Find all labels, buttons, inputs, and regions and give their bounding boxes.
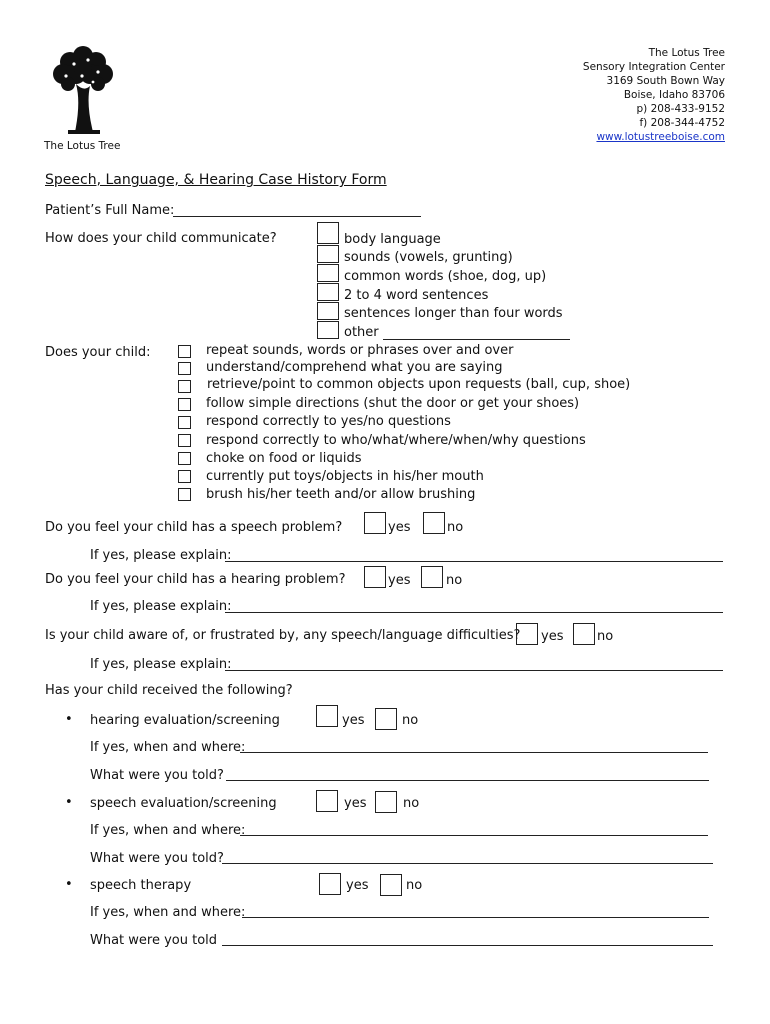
communicate-question: How does your child communicate? — [45, 231, 277, 246]
speech-yes-checkbox[interactable] — [364, 512, 386, 534]
hearing-explain-label: If yes, please explain: — [90, 599, 232, 614]
speech-no-checkbox[interactable] — [423, 512, 445, 534]
hearing-eval-yes-checkbox[interactable] — [316, 705, 338, 727]
patient-name-label: Patient’s Full Name: — [45, 203, 175, 218]
aware-no-label: no — [597, 629, 614, 644]
communicate-checkbox-2[interactable] — [317, 245, 339, 263]
speech-eval-when-field[interactable] — [240, 835, 708, 836]
does-option-5: respond correctly to yes/no questions — [206, 414, 451, 429]
communicate-checkbox-3[interactable] — [317, 264, 339, 282]
center-name: Sensory Integration Center — [582, 61, 725, 73]
communicate-option-1: body language — [344, 232, 441, 247]
hearing-eval-yes-label: yes — [342, 713, 365, 728]
does-option-2: understand/comprehend what you are saying — [206, 360, 503, 375]
does-checkbox-4[interactable] — [178, 398, 191, 411]
aware-no-checkbox[interactable] — [573, 623, 595, 645]
lotus-tree-logo-icon — [48, 42, 118, 137]
does-checkbox-1[interactable] — [178, 345, 191, 358]
aware-explain-label: If yes, please explain: — [90, 657, 232, 672]
city: Boise, Idaho 83706 — [623, 89, 725, 101]
hearing-eval-told-label: What were you told? — [90, 768, 224, 783]
received-item-3-label: speech therapy — [90, 878, 192, 893]
does-checkbox-6[interactable] — [178, 434, 191, 447]
speech-eval-yes-label: yes — [344, 796, 367, 811]
speech-eval-told-field[interactable] — [222, 863, 713, 864]
hearing-yes-label: yes — [388, 573, 411, 588]
received-item-2-label: speech evaluation/screening — [90, 796, 277, 811]
does-option-9: brush his/her teeth and/or allow brushing — [206, 487, 476, 502]
bullet-3: • — [65, 877, 73, 892]
speech-problem-question: Do you feel your child has a speech problem? — [45, 520, 343, 535]
communicate-other-field[interactable] — [383, 339, 570, 340]
therapy-yes-checkbox[interactable] — [319, 873, 341, 895]
fax: f) 208-344-4752 — [639, 117, 725, 129]
hearing-yes-checkbox[interactable] — [364, 566, 386, 588]
communicate-checkbox-5[interactable] — [317, 302, 339, 320]
aware-explain-field[interactable] — [225, 670, 723, 671]
logo — [42, 42, 122, 154]
does-option-7: choke on food or liquids — [206, 451, 362, 466]
speech-eval-no-label: no — [403, 796, 420, 811]
does-option-1: repeat sounds, words or phrases over and over — [206, 343, 514, 358]
bullet-2: • — [65, 795, 73, 810]
bullet-1: • — [65, 712, 73, 727]
does-checkbox-5[interactable] — [178, 416, 191, 429]
street: 3169 South Bown Way — [606, 75, 725, 87]
aware-question: Is your child aware of, or frustrated by, any speech/language difficulties? — [45, 628, 521, 643]
does-checkbox-7[interactable] — [178, 452, 191, 465]
received-question: Has your child received the following? — [45, 683, 293, 698]
speech-eval-told-label: What were you told? — [90, 851, 224, 866]
address-block — [583, 46, 725, 144]
hearing-eval-no-checkbox[interactable] — [375, 708, 397, 730]
form-title: Speech, Language, & Hearing Case History Form — [45, 172, 387, 188]
communicate-option-4: 2 to 4 word sentences — [344, 288, 489, 303]
does-checkbox-9[interactable] — [178, 488, 191, 501]
received-item-1-label: hearing evaluation/screening — [90, 713, 280, 728]
hearing-eval-when-label: If yes, when and where: — [90, 740, 246, 755]
therapy-told-field[interactable] — [222, 945, 713, 946]
does-checkbox-2[interactable] — [178, 362, 191, 375]
hearing-no-label: no — [446, 573, 463, 588]
speech-explain-label: If yes, please explain: — [90, 548, 232, 563]
therapy-when-field[interactable] — [242, 917, 709, 918]
does-checkbox-3[interactable] — [178, 380, 191, 393]
does-child-label: Does your child: — [45, 345, 151, 360]
logo-name: The Lotus Tree — [44, 140, 121, 152]
does-option-4: follow simple directions (shut the door or get your shoes) — [206, 396, 580, 411]
speech-eval-yes-checkbox[interactable] — [316, 790, 338, 812]
speech-yes-label: yes — [388, 520, 411, 535]
does-option-8: currently put toys/objects in his/her mouth — [206, 469, 484, 484]
communicate-option-2: sounds (vowels, grunting) — [344, 250, 513, 265]
speech-explain-field[interactable] — [225, 561, 723, 562]
communicate-checkbox-6[interactable] — [317, 321, 339, 339]
therapy-when-label: If yes, when and where: — [90, 905, 246, 920]
hearing-eval-no-label: no — [402, 713, 419, 728]
communicate-checkbox-4[interactable] — [317, 283, 339, 301]
aware-yes-checkbox[interactable] — [516, 623, 538, 645]
hearing-explain-field[interactable] — [225, 612, 723, 613]
hearing-eval-when-field[interactable] — [240, 752, 708, 753]
speech-eval-no-checkbox[interactable] — [375, 791, 397, 813]
hearing-problem-question: Do you feel your child has a hearing problem? — [45, 572, 346, 587]
hearing-eval-told-field[interactable] — [226, 780, 709, 781]
speech-no-label: no — [447, 520, 464, 535]
communicate-option-6: other — [344, 325, 379, 340]
phone: p) 208-433-9152 — [636, 103, 725, 115]
therapy-told-label: What were you told — [90, 933, 218, 948]
website-link[interactable]: www.lotustreeboise.com — [596, 131, 725, 143]
hearing-no-checkbox[interactable] — [421, 566, 443, 588]
does-option-3: retrieve/point to common objects upon requests (ball, cup, shoe) — [207, 377, 631, 392]
aware-yes-label: yes — [541, 629, 564, 644]
communicate-checkbox-1[interactable] — [317, 222, 339, 244]
org-name: The Lotus Tree — [648, 47, 725, 59]
communicate-option-5: sentences longer than four words — [344, 306, 563, 321]
speech-eval-when-label: If yes, when and where: — [90, 823, 246, 838]
therapy-no-checkbox[interactable] — [380, 874, 402, 896]
therapy-no-label: no — [406, 878, 423, 893]
communicate-option-3: common words (shoe, dog, up) — [344, 269, 547, 284]
does-option-6: respond correctly to who/what/where/when/why questions — [206, 433, 586, 448]
therapy-yes-label: yes — [346, 878, 369, 893]
does-checkbox-8[interactable] — [178, 470, 191, 483]
patient-name-field[interactable] — [173, 216, 421, 217]
